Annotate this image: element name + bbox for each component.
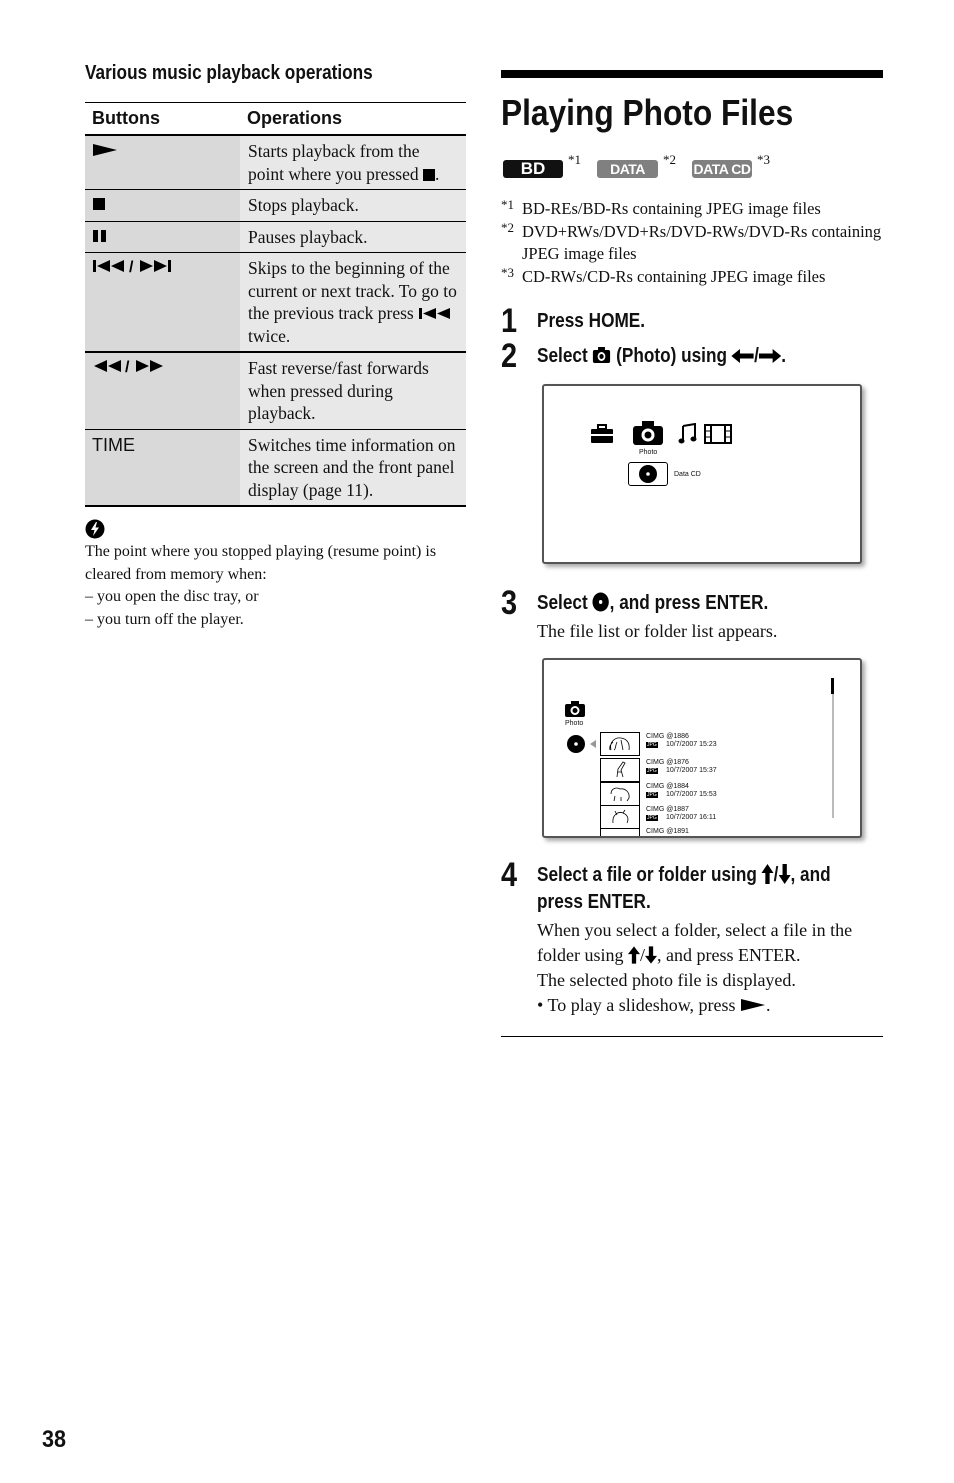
play-icon	[740, 998, 766, 1012]
scrollbar-thumb[interactable]	[831, 678, 834, 694]
page-number: 38	[42, 1426, 67, 1453]
table-row	[85, 352, 466, 429]
right-column	[501, 70, 883, 1037]
step-number: 1	[501, 302, 518, 340]
step-heading: Press HOME.	[537, 310, 646, 332]
step-1	[501, 302, 883, 340]
file-name: CIMG @1884	[646, 783, 689, 790]
music-icon	[678, 423, 698, 445]
step-heading: Select a file or folder using / , and press ENTER.	[537, 864, 831, 913]
table-row	[85, 135, 466, 190]
file-date: 10/7/2007 15:23	[666, 741, 717, 748]
stop-button-cell	[85, 190, 240, 222]
disc-icon	[638, 464, 658, 484]
bear-sketch-icon	[603, 784, 637, 802]
camera-icon	[564, 700, 586, 718]
jpg-tag: JPG	[647, 742, 657, 748]
stop-icon	[423, 169, 435, 181]
bd-badge: BD	[503, 160, 563, 178]
file-list-screen	[542, 658, 862, 838]
svg-text:/: /	[129, 259, 134, 274]
arrow-up-icon	[762, 864, 774, 884]
video-icon	[704, 424, 732, 444]
footnote: *2 DVD+RWs/DVD+Rs/DVD-RWs/DVD-Rs containing JPEG image files	[501, 219, 882, 263]
table-row	[85, 429, 466, 506]
section-heading: Various music playback operations	[85, 62, 373, 84]
footnote: *3 CD-RWs/CD-Rs containing JPEG image files	[501, 264, 826, 286]
file-name: CIMG @1886	[646, 733, 689, 740]
photo-thumbnail	[600, 758, 640, 782]
step-2	[501, 337, 883, 564]
data-cd-item[interactable]	[628, 462, 668, 486]
left-column	[85, 62, 466, 631]
tip-line: – you open the disc tray, or	[85, 588, 259, 605]
jpg-tag: JPG	[647, 792, 657, 798]
previous-icon	[418, 307, 454, 320]
photo-thumbnail	[600, 732, 640, 756]
table-row	[85, 190, 466, 222]
step-heading: Select , and press ENTER.	[537, 592, 769, 614]
elephant-sketch-icon	[603, 734, 637, 752]
step-heading: Select (Photo) using / .	[537, 345, 787, 367]
chevron-left-icon	[590, 740, 596, 748]
file-date: 10/7/2007 16:11	[666, 814, 717, 821]
arrow-up-icon	[628, 946, 640, 964]
badge-mark: *2	[663, 152, 676, 167]
camera-icon	[632, 420, 664, 446]
jpg-tag: JPG	[647, 768, 657, 774]
skip-button-cell	[85, 253, 240, 353]
file-date: 10/7/2007 15:37	[666, 767, 717, 774]
camera-icon	[592, 346, 611, 364]
data-dvd-badge: DATA DVD	[597, 160, 658, 178]
file-date: 10/7/2007 15:53	[666, 791, 717, 798]
step-4	[501, 856, 883, 1018]
file-list	[600, 732, 830, 836]
operation-cell: Stops playback.	[240, 190, 466, 222]
operation-cell: Switches time information on the screen and the front panel display (page 11).	[240, 429, 466, 506]
disc-badges	[501, 152, 883, 195]
arrow-down-icon	[645, 946, 657, 964]
pause-icon	[92, 229, 108, 243]
file-name: CIMG @1876	[646, 759, 689, 766]
footnote: *1 BD-REs/BD-Rs containing JPEG image files	[501, 197, 821, 218]
stop-icon	[92, 197, 106, 211]
operation-cell: Fast reverse/fast forwards when pressed during playback.	[240, 352, 466, 429]
photo-label: Photo	[639, 449, 658, 456]
giraffe-sketch-icon	[603, 760, 637, 778]
step-body: The file list or folder list appears.	[537, 621, 778, 641]
play-button-cell	[85, 135, 240, 190]
list-item[interactable]	[600, 758, 830, 782]
title-rule	[501, 70, 883, 78]
play-icon	[92, 143, 118, 157]
operation-cell: Skips to the beginning of the current or next track. To go to the previous track press twice.	[240, 253, 466, 353]
pause-button-cell	[85, 221, 240, 253]
page-title: Playing Photo Files	[501, 92, 794, 133]
tip-line: The point where you stopped playing (resume point) is cleared from memory when:	[85, 543, 437, 583]
animal-sketch-icon	[603, 807, 637, 825]
badge-mark: *1	[568, 152, 581, 167]
tip-note	[85, 519, 466, 631]
hint-icon	[85, 519, 105, 539]
section-end-rule	[501, 1036, 883, 1037]
photo-thumbnail	[600, 782, 640, 806]
step-body: When you select a folder, select a file in the folder using / , and press ENTER. The selected photo file is displayed. • To play a slideshow, press .	[537, 920, 853, 1015]
arrow-down-icon	[778, 864, 790, 884]
disc-label: Data CD	[674, 471, 701, 478]
previous-next-icon	[92, 258, 176, 274]
scrollbar[interactable]	[832, 678, 834, 818]
toolbox-icon	[590, 424, 614, 444]
arrow-right-icon	[759, 349, 781, 363]
step-number: 4	[501, 856, 518, 894]
column-header-buttons: Buttons	[85, 103, 240, 136]
list-item[interactable]	[600, 732, 830, 756]
step-3	[501, 584, 883, 838]
scan-button-cell	[85, 352, 240, 429]
disc-icon	[566, 734, 586, 754]
tip-line: – you turn off the player.	[85, 610, 244, 628]
list-item[interactable]	[600, 782, 830, 806]
column-header-operations: Operations	[240, 103, 466, 136]
list-item[interactable]	[600, 828, 830, 836]
table-row	[85, 253, 466, 353]
arrow-left-icon	[732, 349, 754, 363]
svg-text:/: /	[125, 359, 130, 374]
disc-icon	[592, 592, 609, 612]
badge-mark: *3	[757, 152, 770, 167]
step-number: 3	[501, 584, 518, 622]
step-number: 2	[501, 337, 518, 375]
rewind-fast-forward-icon	[92, 358, 168, 374]
jpg-tag: JPG	[647, 815, 657, 821]
operations-table	[85, 102, 466, 507]
file-name: CIMG @1887	[646, 806, 689, 813]
file-name: CIMG @1891	[646, 828, 689, 835]
photo-label: Photo	[565, 720, 584, 727]
footnotes	[501, 198, 883, 288]
photo-thumbnail	[600, 828, 640, 836]
operation-cell: Starts playback from the point where you pressed .	[240, 135, 466, 190]
data-cd-badge: DATA CD	[693, 161, 751, 177]
home-menu-screen	[542, 384, 862, 564]
operation-cell: Pauses playback.	[240, 221, 466, 253]
time-button-cell: TIME	[85, 429, 240, 506]
list-item[interactable]	[600, 805, 830, 829]
table-row	[85, 221, 466, 253]
photo-thumbnail	[600, 805, 640, 829]
